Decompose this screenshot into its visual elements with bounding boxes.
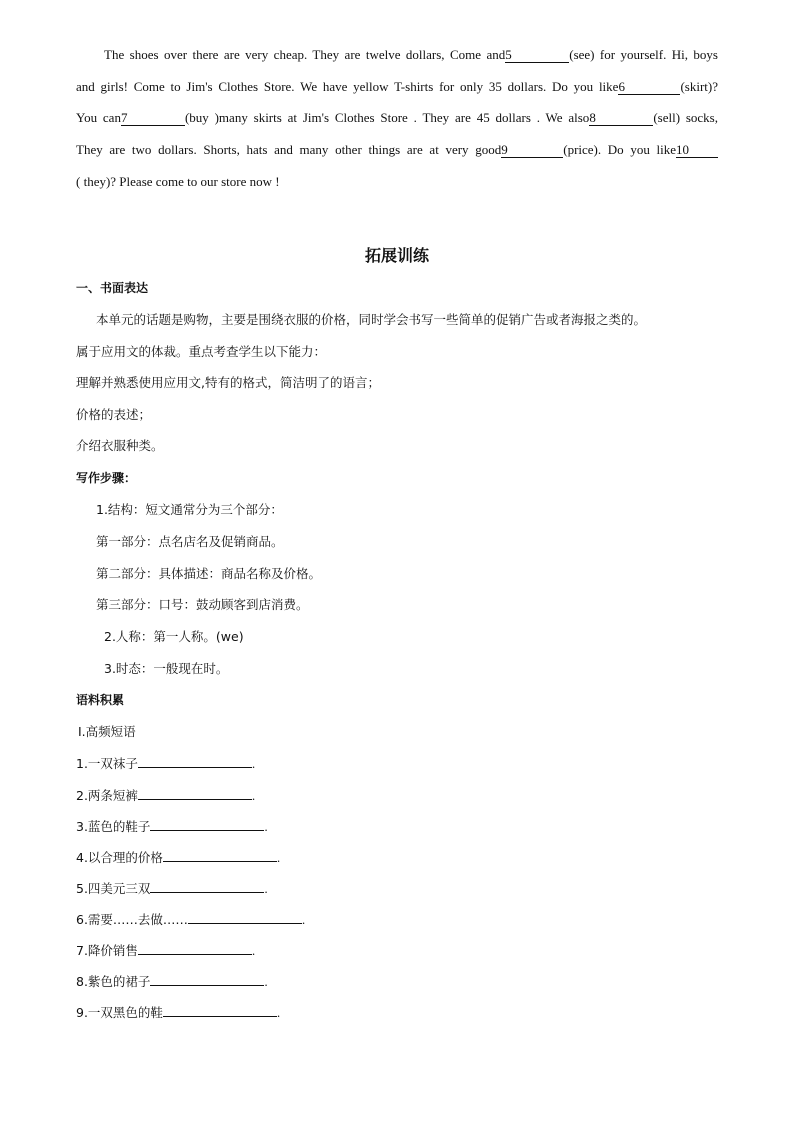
answer-line-5[interactable] xyxy=(150,880,264,893)
section-title: 拓展训练 xyxy=(364,246,429,265)
intro-paragraph-4: 价格的表述； xyxy=(76,407,152,422)
blank-5[interactable]: 5 xyxy=(505,48,569,63)
section-heading: 一、书面表达 xyxy=(76,281,149,295)
answer-line-7[interactable] xyxy=(138,942,252,955)
intro-paragraph-5: 介绍衣服种类。 xyxy=(76,438,164,453)
corpus-heading: 语料积累 xyxy=(76,693,125,707)
phrase-item-4: 4.以合理的价格 . xyxy=(76,850,281,865)
step-3: 3.时态：一般现在时。 xyxy=(104,661,229,676)
step-1: 1.结构：短文通常分为三个部分： xyxy=(96,502,283,517)
blank-10[interactable]: 10 xyxy=(676,143,718,158)
phrase-item-1: 1.一双袜子 . xyxy=(76,756,256,771)
passage-line-2: and girls! Come to Jim's Clothes Store. We have yellow T-shirts for only 35 dollars. Do you like6 (skirt)? xyxy=(76,79,718,94)
phrase-item-3: 3.蓝色的鞋子 . xyxy=(76,819,268,834)
answer-line-9[interactable] xyxy=(163,1004,277,1017)
intro-paragraph-3: 理解并熟悉使用应用文,特有的格式，简洁明了的语言； xyxy=(76,375,380,390)
phrase-item-5: 5.四美元三双 . xyxy=(76,881,268,896)
corpus-subheading: Ⅰ.高频短语 xyxy=(78,724,136,739)
passage-line-3: You can7 (buy )many skirts at Jim's Clothes Store . They are 45 dollars . We also8 (sell) socks, xyxy=(76,110,718,125)
blank-9[interactable]: 9 xyxy=(501,143,563,158)
answer-line-3[interactable] xyxy=(150,818,264,831)
phrase-item-6: 6.需要……去做…… . xyxy=(76,912,306,927)
phrase-item-9: 9.一双黑色的鞋 . xyxy=(76,1005,281,1020)
answer-line-4[interactable] xyxy=(163,849,277,862)
passage-line-1: The shoes over there are very cheap. They are twelve dollars, Come and5 (see) for yourself. Hi, boys xyxy=(104,47,718,62)
phrase-item-8: 8.紫色的裙子 . xyxy=(76,974,268,989)
step-1-part-3: 第三部分：口号：鼓动顾客到店消费。 xyxy=(96,597,309,612)
blank-7[interactable]: 7 xyxy=(121,111,185,126)
phrase-item-7: 7.降价销售 . xyxy=(76,943,256,958)
intro-paragraph-1: 本单元的话题是购物，主要是围绕衣服的价格，同时学会书写一些简单的促销广告或者海报之类的。 xyxy=(96,312,647,327)
answer-line-8[interactable] xyxy=(150,973,264,986)
phrase-item-2: 2.两条短裤 . xyxy=(76,788,256,803)
step-1-part-2: 第二部分：具体描述：商品名称及价格。 xyxy=(96,566,322,581)
answer-line-6[interactable] xyxy=(188,911,302,924)
steps-heading: 写作步骤： xyxy=(76,471,137,485)
intro-paragraph-2: 属于应用文的体裁。重点考查学生以下能力： xyxy=(76,344,327,359)
step-2: 2.人称：第一人称。(we) xyxy=(104,629,244,644)
blank-6[interactable]: 6 xyxy=(618,80,680,95)
answer-line-1[interactable] xyxy=(138,755,252,768)
answer-line-2[interactable] xyxy=(138,787,252,800)
passage-line-4: They are two dollars. Shorts, hats and many other things are at very good9 (price). Do you like10 xyxy=(76,142,718,158)
passage-line-5: ( they)? Please come to our store now ! xyxy=(76,174,280,189)
step-1-part-1: 第一部分：点名店名及促销商品。 xyxy=(96,534,284,549)
blank-8[interactable]: 8 xyxy=(589,111,653,126)
